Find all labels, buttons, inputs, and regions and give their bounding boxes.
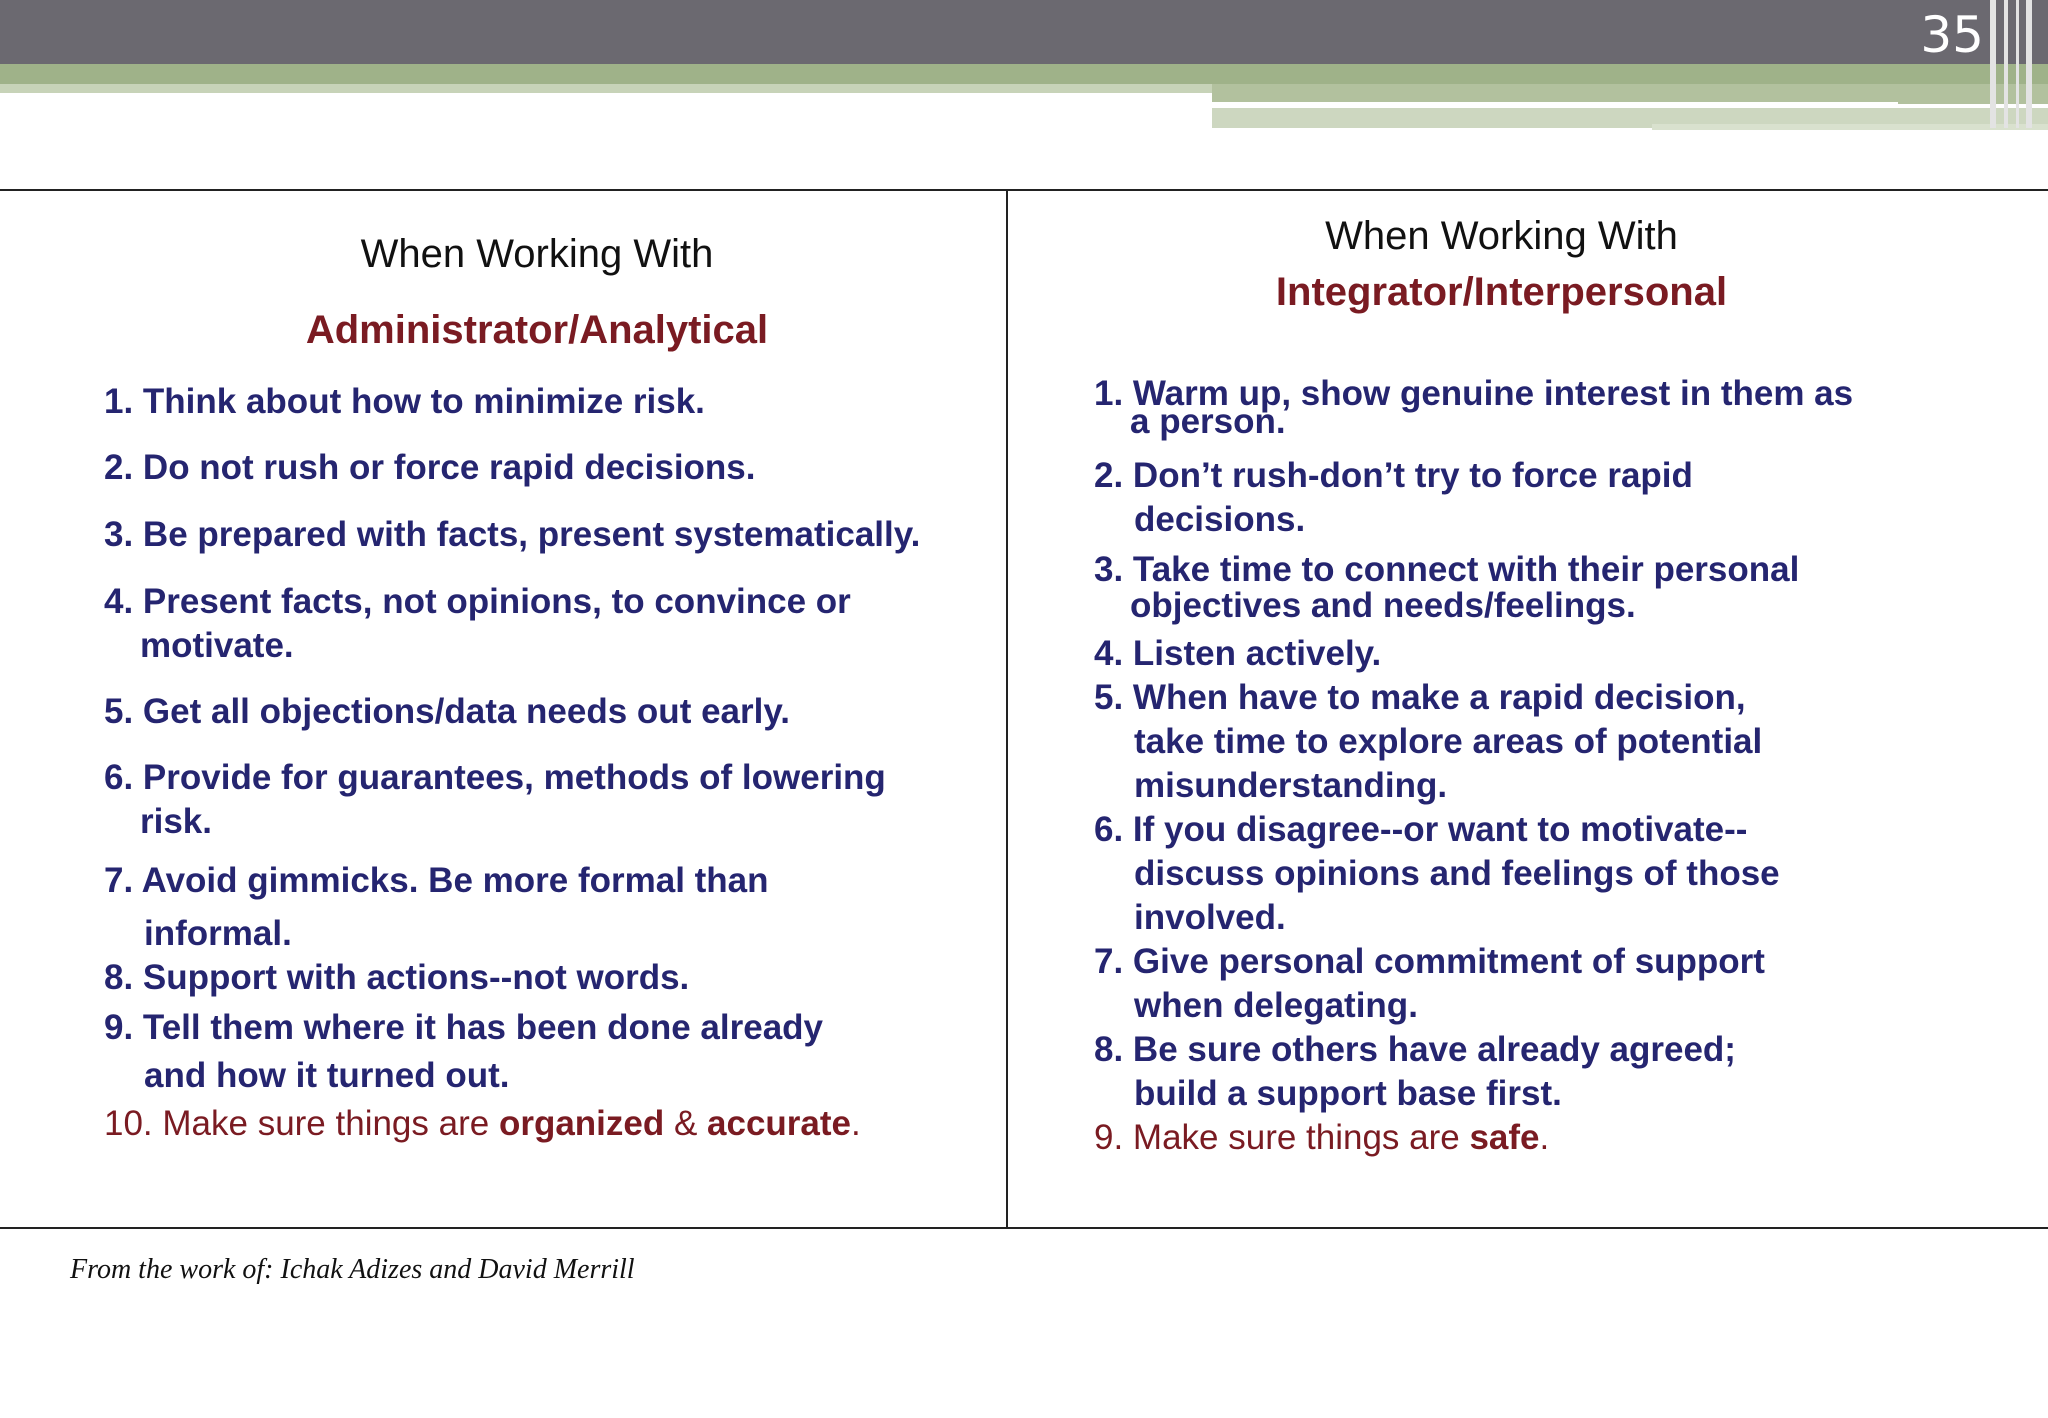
table-top-border bbox=[0, 189, 2048, 191]
left-item: 4. Present facts, not opinions, to convince or motivate. bbox=[104, 582, 851, 665]
table-bottom-border bbox=[0, 1227, 2048, 1229]
right-heading: When Working With bbox=[1325, 214, 1678, 258]
header-band-green-tail bbox=[1652, 124, 2048, 130]
right-item: 5. When have to make a rapid decision, take time to explore areas of potential misunderstanding. bbox=[1094, 678, 1763, 805]
header-band bbox=[0, 0, 2048, 64]
right-item: 4. Listen actively. bbox=[1094, 634, 1382, 673]
left-item: 6. Provide for guarantees, methods of lowering risk. bbox=[104, 758, 886, 841]
header-stripe bbox=[2004, 0, 2008, 128]
right-final-item: 9. Make sure things are safe. bbox=[1094, 1118, 1550, 1157]
right-item: 8. Be sure others have already agreed; build a support base first. bbox=[1094, 1030, 1736, 1113]
left-item: 1. Think about how to minimize risk. bbox=[104, 382, 705, 421]
header-stripe bbox=[2026, 0, 2032, 128]
right-item: 7. Give personal commitment of support when delegating. bbox=[1094, 942, 1765, 1025]
left-subheading: Administrator/Analytical bbox=[305, 308, 769, 352]
header-stripe bbox=[2016, 0, 2019, 128]
right-item: 6. If you disagree--or want to motivate-- discuss opinions and feelings of those involved. bbox=[1094, 810, 1780, 937]
right-subheading: Integrator/Interpersonal bbox=[1275, 270, 1728, 314]
left-item: 8. Support with actions--not words. bbox=[104, 958, 690, 997]
left-item: 3. Be prepared with facts, present systematically. bbox=[104, 515, 921, 554]
left-final-item: 10. Make sure things are organized & accurate. bbox=[104, 1104, 861, 1143]
header-white-line bbox=[1212, 102, 1898, 107]
left-item: 2. Do not rush or force rapid decisions. bbox=[104, 448, 756, 487]
right-item: 1. Warm up, show genuine interest in them as a person. bbox=[1094, 374, 1854, 441]
right-item: 3. Take time to connect with their personal objectives and needs/feelings. bbox=[1094, 550, 1800, 625]
header-stripe bbox=[1990, 0, 1996, 128]
header-band-green bbox=[0, 64, 2048, 84]
page-number: 35 bbox=[1920, 6, 1984, 64]
left-item: 9. Tell them where it has been done already and how it turned out. bbox=[104, 1008, 824, 1095]
left-item: 5. Get all objections/data needs out early. bbox=[104, 692, 790, 731]
right-item: 2. Don’t rush-don’t try to force rapid decisions. bbox=[1094, 456, 1693, 539]
source-citation: From the work of: Ichak Adizes and David Merrill bbox=[70, 1254, 635, 1285]
left-heading: When Working With bbox=[360, 232, 714, 276]
header-band-green-right bbox=[1212, 84, 2048, 104]
left-item: 7. Avoid gimmicks. Be more formal than informal. bbox=[104, 861, 769, 953]
header-band-green-light bbox=[0, 84, 1212, 93]
